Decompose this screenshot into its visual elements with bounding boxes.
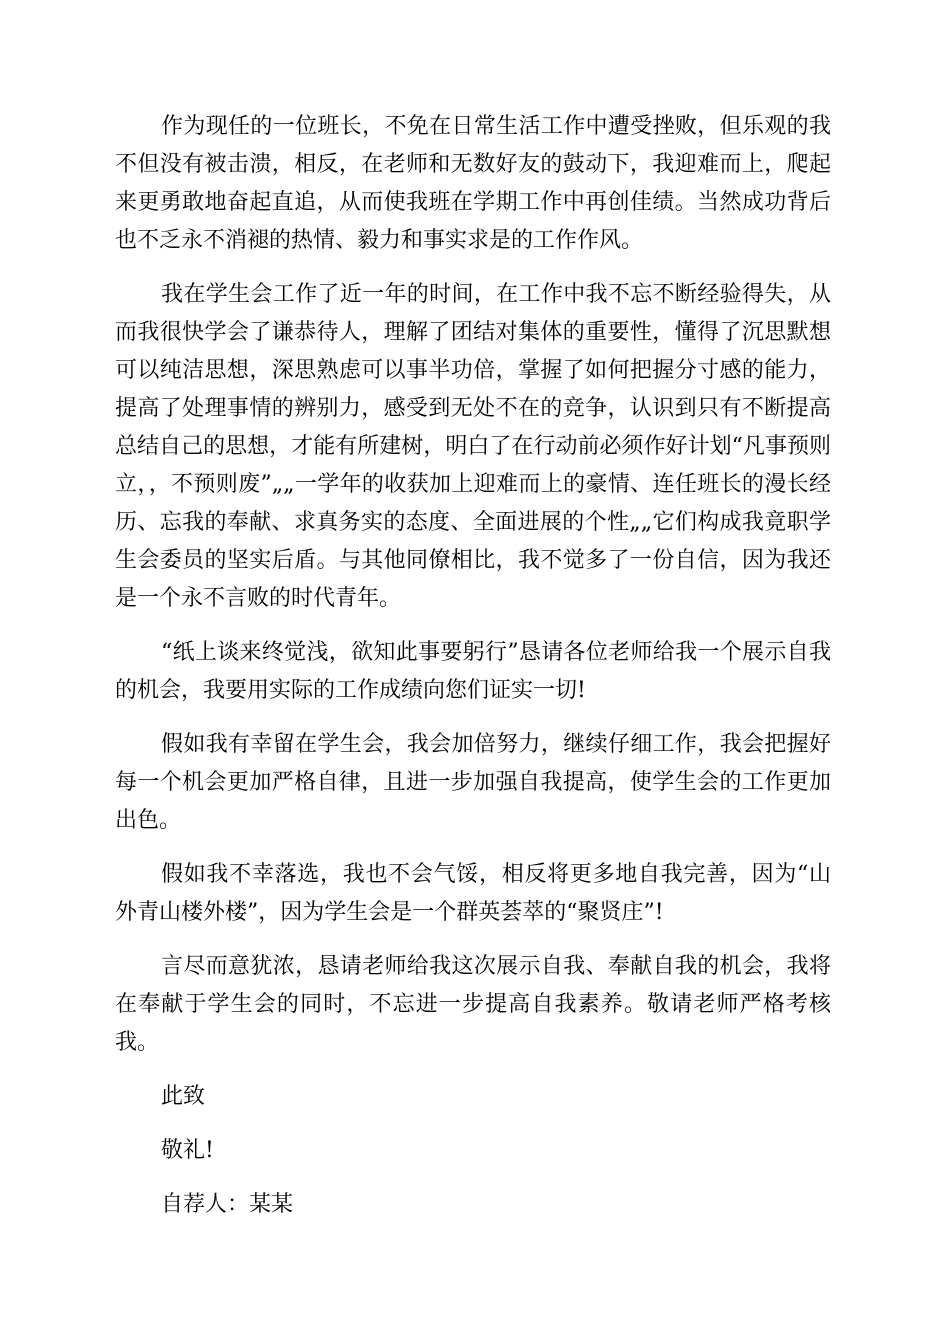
paragraph-1: 作为现任的一位班长，不免在日常生活工作中遭受挫败，但乐观的我不但没有被击溃，相反，在老师和无数好友的鼓动下，我迎难而上，爬起来更勇敢地奋起直追，从而使我班在学期工作中再创佳绩。当然成功背后也不乏永不消褪的热情、毅力和事实求是的工作作风。 [115,114,831,253]
paragraph-2: 我在学生会工作了近一年的时间，在工作中我不忘不断经验得失，从而我很快学会了谦恭待人，理解了团结对集体的重要性，懂得了沉思默想可以纯洁思想，深思熟虑可以事半功倍，掌握了如何把握分寸感的能力，提高了处理事情的辨别力，感受到无处不在的竞争，认识到只有不断提高总结自己的思想，才能有所建树，明白了在行动前必须作好计划“凡事预则立，，不预则废”„„一学年的收获加上迎难而上的豪情、连任班长的漫长经历、忘我的奉献、求真务实的态度、全面进展的个性„„它们构成我竟职学生会委员的坚实后盾。与其他同僚相比，我不觉多了一份自信，因为我还是一个永不言败的时代青年。 [115,282,831,611]
document-page [115,108,831,1240]
paragraph-3: “纸上谈来终觉浅，欲知此事要躬行”恳请各位老师给我一个展示自我的机会，我要用实际的工作成绩向您们证实一切! [115,640,831,703]
paragraph-4: 假如我有幸留在学生会，我会加倍努力，继续仔细工作，我会把握好每一个机会更加严格自律，且进一步加强自我提高，使学生会的工作更加出色。 [115,732,831,833]
closing-regards: 敬礼! [161,1138,214,1163]
paragraph-6: 言尽而意犹浓，恳请老师给我这次展示自我、奉献自我的机会，我将在奉献于学生会的同时，不忘进一步提高自我素养。敬请老师严格考核我。 [115,954,831,1055]
closing-salutation: 此致 [161,1084,206,1109]
signature: 自荐人：某某 [161,1192,294,1217]
paragraph-5: 假如我不幸落选，我也不会气馁，相反将更多地自我完善，因为“山外青山楼外楼”，因为学生会是一个群英荟萃的“聚贤庄”! [115,862,831,925]
